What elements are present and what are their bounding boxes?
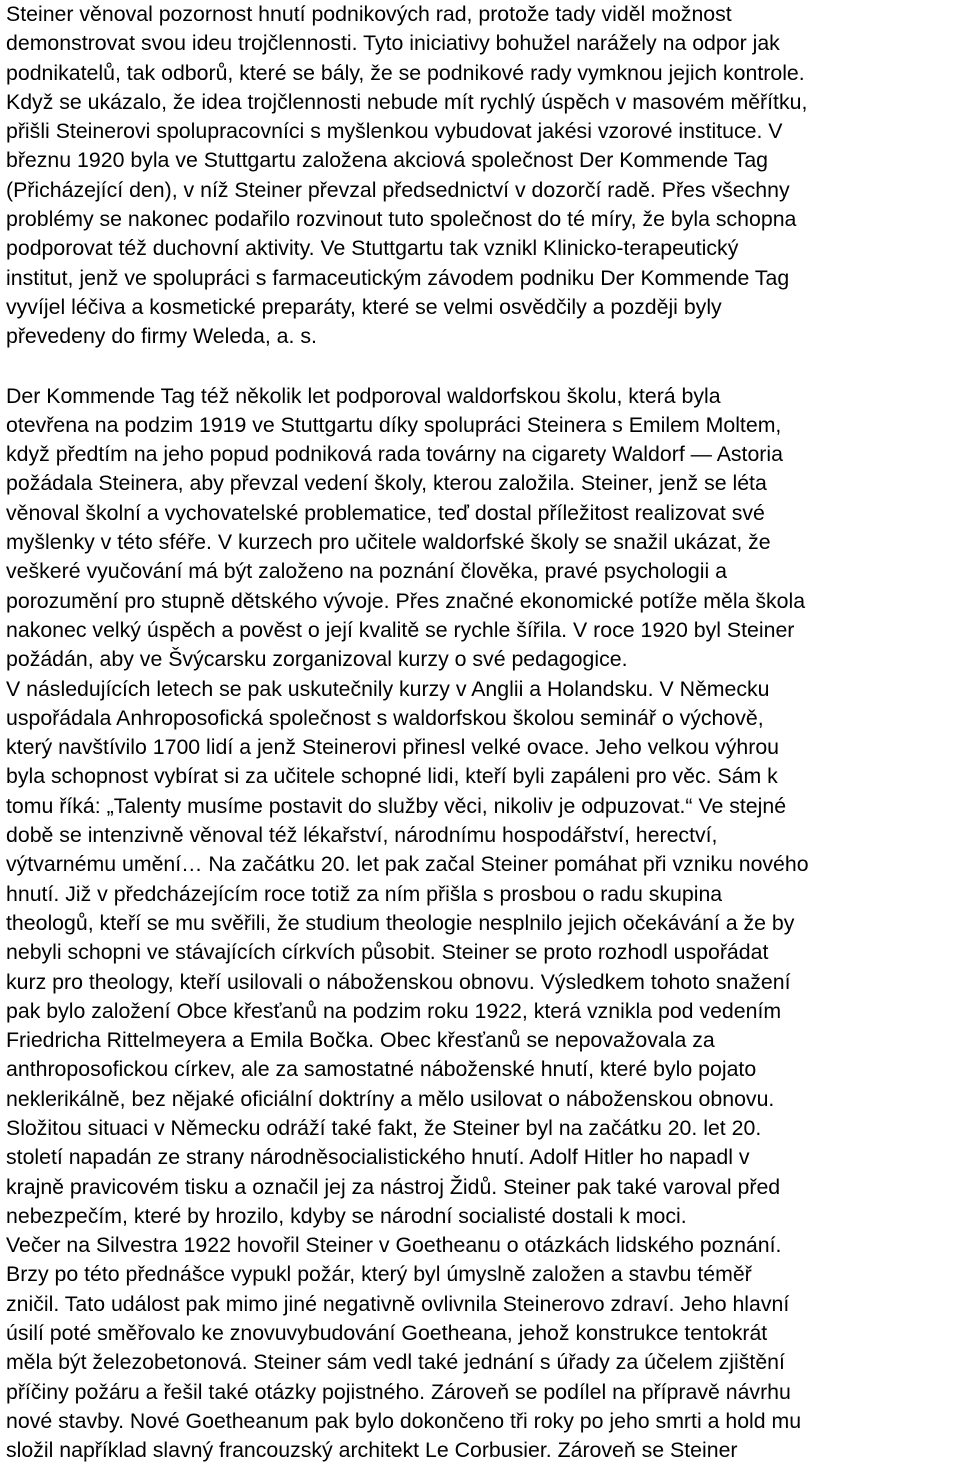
text-line: Brzy po této přednášce vypukl požár, který byl úmyslně založen a stavbu téměř — [6, 1262, 752, 1287]
text-line: požádala Steinera, aby převzal vedení školy, kterou založila. Steiner, jenž se léta — [6, 471, 767, 496]
text-line: neklerikálně, bez nějaké oficiální doktríny a mělo usilovat o náboženskou obnovu. — [6, 1086, 775, 1111]
text-line: Když se ukázalo, že idea trojčlennosti nebude mít rychlý úspěch v masovém měřítku, — [6, 89, 808, 114]
text-line: vyvíjel léčiva a kosmetické preparáty, které se velmi osvědčily a později byly — [6, 294, 722, 319]
text-line: myšlenky v této sféře. V kurzech pro učitele waldorfské školy se snažil ukázat, že — [6, 530, 771, 555]
text-line: nové stavby. Nové Goetheanum pak bylo dokončeno tři roky po jeho smrti a hold mu — [6, 1408, 802, 1433]
text-line: podporovat též duchovní aktivity. Ve Stuttgartu tak vznikl Klinicko-terapeutický — [6, 236, 739, 261]
text-line: požádán, aby ve Švýcarsku zorganizoval kurzy o své pedagogice. — [6, 647, 628, 672]
text-line: theologů, kteří se mu svěřili, že studium theologie nesplnilo jejich očekávání a že by — [6, 910, 795, 935]
text-line: době se intenzivně věnoval též lékařství, národnímu hospodářství, herectví, — [6, 823, 718, 848]
paragraph-2 — [6, 382, 956, 1466]
text-line: uspořádala Anhroposofická společnost s waldorfskou školou seminář o výchově, — [6, 705, 764, 730]
text-line: když předtím na jeho popud podniková rada továrny na cigarety Waldorf — Astoria — [6, 442, 783, 467]
text-line: březnu 1920 byla ve Stuttgartu založena akciová společnost Der Kommende Tag — [6, 148, 769, 173]
text-line: výtvarnému umění… Na začátku 20. let pak začal Steiner pomáhat při vzniku nového — [6, 852, 809, 877]
text-line: Friedricha Rittelmeyera a Emila Bočka. Obec křesťanů se nepovažovala za — [6, 1028, 715, 1053]
text-line: zničil. Tato událost pak mimo jiné negativně ovlivnila Steinerovo zdraví. Jeho hlavní — [6, 1291, 790, 1316]
text-line: krajně pravicovém tisku a označil jej za nástroj Židů. Steiner pak také varoval před — [6, 1174, 781, 1199]
text-line: veškeré vyučování má být založeno na poznání člověka, pravé psychologii a — [6, 559, 727, 584]
text-line: měla být železobetonová. Steiner sám vedl také jednání s úřady za účelem zjištění — [6, 1350, 785, 1375]
text-line: otevřena na podzim 1919 ve Stuttgartu díky spolupráci Steinera s Emilem Moltem, — [6, 412, 782, 437]
text-line: problémy se nakonec podařilo rozvinout tuto společnost do té míry, že byla schopna — [6, 207, 797, 232]
text-line: byla schopnost vybírat si za učitele schopné lidi, kteří byli zapáleni pro věc. Sám k — [6, 764, 778, 789]
text-line: příčiny požáru a řešil také otázky pojistného. Zároveň se podílel na přípravě návrhu — [6, 1379, 791, 1404]
text-line: anthroposofickou církev, ale za samostatné náboženské hnutí, které bylo pojato — [6, 1057, 757, 1082]
text-line: Večer na Silvestra 1922 hovořil Steiner v Goetheanu o otázkách lidského poznání. — [6, 1233, 782, 1258]
text-line: hnutí. Již v předcházejícím roce totiž za ním přišla s prosbou o radu skupina — [6, 881, 723, 906]
text-line: úsilí poté směřovalo ke znovuvybudování Goetheana, jehož konstrukce tentokrát — [6, 1321, 768, 1346]
text-line: věnoval školní a vychovatelské problematice, teď dostal příležitost realizovat své — [6, 500, 765, 525]
text-line: nakonec velký úspěch a pověst o její kvalitě se rychle šířila. V roce 1920 byl Steiner — [6, 617, 795, 642]
text-line: složil například slavný francouzský architekt Le Corbusier. Zároveň se Steiner — [6, 1438, 738, 1463]
text-line: demonstrovat svou ideu trojčlennosti. Tyto iniciativy bohužel narážely na odpor jak — [6, 31, 780, 56]
text-line: porozumění pro stupně dětského vývoje. Přes značné ekonomické potíže měla škola — [6, 588, 806, 613]
text-line: který navštívilo 1700 lidí a jenž Steinerovi přinesl velké ovace. Jeho velkou výhrou — [6, 735, 780, 760]
text-line: V následujících letech se pak uskutečnily kurzy v Anglii a Holandsku. V Německu — [6, 676, 770, 701]
text-line: století napadán ze strany národněsocialistického hnutí. Adolf Hitler ho napadl v — [6, 1145, 750, 1170]
text-line: (Přicházející den), v níž Steiner převzal předsednictví v dozorčí radě. Přes všechny — [6, 177, 790, 202]
paragraph-1 — [6, 0, 956, 352]
document-page — [6, 0, 956, 1466]
text-line: kurz pro theology, kteří usilovali o náboženskou obnovu. Výsledkem tohoto snažení — [6, 969, 791, 994]
text-line: Der Kommende Tag též několik let podporoval waldorfskou školu, která byla — [6, 383, 721, 408]
text-line: institut, jenž ve spolupráci s farmaceutickým závodem podniku Der Kommende Tag — [6, 265, 790, 290]
text-line: převedeny do firmy Weleda, a. s. — [6, 324, 317, 349]
text-line: tomu říká: „Talenty musíme postavit do služby věci, nikoliv je odpuzovat.“ Ve stejné — [6, 793, 787, 818]
text-line: nebyli schopni ve stávajících církvích působit. Steiner se proto rozhodl uspořádat — [6, 940, 769, 965]
text-line: pak bylo založení Obce křesťanů na podzim roku 1922, která vznikla pod vedením — [6, 998, 782, 1023]
text-line: Složitou situaci v Německu odráží také fakt, že Steiner byl na začátku 20. let 20. — [6, 1115, 762, 1140]
paragraph-gap — [6, 352, 956, 382]
text-line: podnikatelů, tak odborů, které se bály, že se podnikové rady vymknou jejich kontrole. — [6, 60, 805, 85]
text-line: Steiner věnoval pozornost hnutí podnikových rad, protože tady viděl možnost — [6, 2, 732, 26]
text-line: přišli Steinerovi spolupracovníci s myšlenkou vybudovat jakési vzorové instituce. V — [6, 119, 783, 144]
text-line: nebezpečím, které by hrozilo, kdyby se národní socialisté dostali k moci. — [6, 1203, 687, 1228]
